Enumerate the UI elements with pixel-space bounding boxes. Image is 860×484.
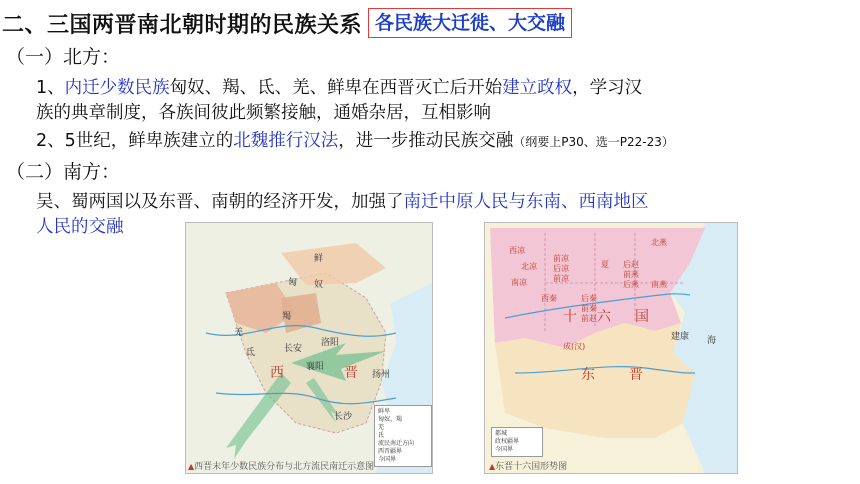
legend-qiang: 羌 xyxy=(378,424,385,431)
label-changsha: 长沙 xyxy=(334,412,353,422)
label-qianyan: 前燕 xyxy=(623,270,639,279)
label-jin: 晋 xyxy=(344,365,358,381)
title-tag: 各民族大迁徙、大交融 xyxy=(368,8,572,38)
label-beiyan: 北燕 xyxy=(651,238,667,247)
item2-prefix: 2、5世纪，鲜卑族建立的 xyxy=(36,131,234,151)
legend-border: 西晋疆界 xyxy=(378,448,403,455)
label-xianbei: 鲜 xyxy=(314,254,324,264)
item1-end: ，学习汉 xyxy=(572,78,643,98)
label-di: 氐 xyxy=(246,348,256,358)
label-changan: 长安 xyxy=(284,344,303,354)
label-jin-2: 晋 xyxy=(629,367,643,383)
label-nanliang: 南凉 xyxy=(511,278,527,287)
north-heading: （一）北方： xyxy=(6,46,121,68)
south-line1-prefix: 吴、蜀两国以及东晋、南朝的经济开发，加强了 xyxy=(36,192,404,212)
title-row xyxy=(0,6,572,40)
label-xiangyang: 襄阳 xyxy=(306,362,325,372)
label-qianqin: 前秦 xyxy=(581,304,597,313)
label-nu: 奴 xyxy=(314,280,324,290)
map2-caption: ▲东晋十六国形势图 xyxy=(489,462,568,472)
label-qianliang-2: 前凉 xyxy=(553,274,569,283)
north-item2 xyxy=(36,129,674,154)
south-line1 xyxy=(36,190,649,214)
legend-capital: 都城 xyxy=(495,430,508,437)
item1-mid: 匈奴、羯、氐、羌、鲜卑在西晋灭亡后开始 xyxy=(169,78,503,98)
legend-di: 氐 xyxy=(378,432,385,439)
north-item1-line1 xyxy=(36,76,642,100)
map2-legend xyxy=(491,427,543,457)
label-shi: 十 xyxy=(563,309,577,325)
label-guo: 国 xyxy=(635,309,649,325)
south-line1-highlight: 南迁中原人民与东南、西南地区 xyxy=(403,192,649,212)
legend-regime-border: 政权疆界 xyxy=(495,438,520,445)
label-nanyan: 南燕 xyxy=(651,280,667,289)
item1-highlight-1: 内迁少数民族 xyxy=(64,78,170,98)
label-xiongnu: 匈 xyxy=(288,278,298,288)
label-jie: 羯 xyxy=(282,312,292,322)
item2-end: ，进一步推动民族交融 xyxy=(338,131,514,151)
label-xiqin: 西秦 xyxy=(541,294,557,303)
label-yangzhou: 扬州 xyxy=(372,370,391,380)
label-luoyang: 洛阳 xyxy=(321,338,340,348)
north-item1-line2: 族的典章制度，各族间彼此频繁接触，通婚杂居，互相影响 xyxy=(36,103,491,123)
item2-note: （纲要上P30、选一P22-23） xyxy=(513,135,674,149)
south-heading: （二）南方： xyxy=(6,161,121,183)
label-beiliang: 北凉 xyxy=(521,262,537,271)
label-hai: 海 xyxy=(707,336,717,346)
south-line2-highlight: 人民的交融 xyxy=(36,217,124,237)
label-liu: 六 xyxy=(597,309,611,325)
label-xiliang: 西凉 xyxy=(509,246,525,255)
map1-caption: ▲西晋末年少数民族分布与北方流民南迁示意图 xyxy=(188,462,375,472)
legend-xianbei: 鲜卑 xyxy=(378,408,391,415)
label-houqin: 后秦 xyxy=(581,294,597,303)
label-houzhao: 后赵 xyxy=(623,260,639,269)
label-qianliang: 前凉 xyxy=(553,254,569,263)
label-dong: 东 xyxy=(581,367,595,383)
legend-xiongnu-jie: 匈奴、羯 xyxy=(378,416,403,423)
label-houyan: 后燕 xyxy=(623,280,639,289)
legend-migration: 流民南迁方向 xyxy=(378,440,415,447)
legend-modern-border-2: 今国界 xyxy=(495,446,514,453)
label-qiang: 羌 xyxy=(234,328,244,338)
page-title: 二、三国两晋南北朝时期的民族关系 xyxy=(2,12,363,38)
map-eastern-jin xyxy=(484,222,738,474)
label-xi: 西 xyxy=(270,365,284,381)
item1-prefix: 1、 xyxy=(36,78,65,98)
label-jiankang: 建康 xyxy=(671,332,690,342)
label-qianzhao: 前赵 xyxy=(581,314,597,323)
label-houliang: 后凉 xyxy=(553,264,569,273)
legend-modern-border: 今国界 xyxy=(378,456,397,463)
item2-highlight: 北魏推行汉法 xyxy=(233,131,339,151)
label-chenghan: 成(汉) xyxy=(563,342,586,351)
map-western-jin xyxy=(185,222,433,474)
map1-legend xyxy=(374,405,432,467)
label-xia: 夏 xyxy=(601,260,609,269)
item1-highlight-2: 建立政权 xyxy=(502,78,573,98)
